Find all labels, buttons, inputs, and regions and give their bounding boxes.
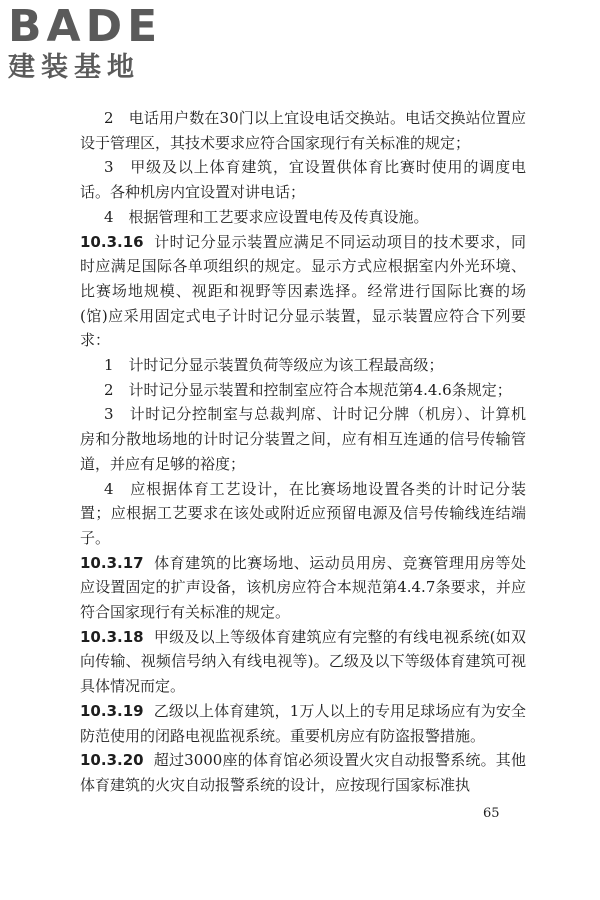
clause-paragraph — [80, 551, 526, 625]
list-item: 2 计时记分显示装置和控制室应符合本规范第4.4.6条规定； — [104, 380, 512, 399]
page-body — [80, 106, 526, 798]
clause-text: 超过3000座的体育馆必须设置火灾自动报警系统。其他体育建筑的火灾自动报警系统的设计，应按现行国家标准执 — [80, 751, 526, 794]
clause-paragraph — [80, 748, 526, 797]
clause-text: 甲级及以上等级体育建筑应有完整的有线电视系统(如双向传输、视频信号纳入有线电视等)。乙级及以下等级体育建筑可视具体情况而定。 — [80, 627, 526, 696]
site-logo — [8, 1, 178, 86]
list-item: 4 应根据体育工艺设计，在比赛场地设置各类的计时记分装置；应根据工艺要求在该处或附近应预留电源及信号传输线连结端子。 — [80, 479, 526, 547]
clause-text: 体育建筑的比赛场地、运动员用房、竞赛管理用房等处应设置固定的扩声设备，该机房应符合本规范第4.4.7条要求，并应符合国家现行有关标准的规定。 — [80, 553, 526, 622]
list-item: 2 电话用户数在30门以上宜设电话交换站。电话交换站位置应设于管理区，其技术要求应符合国家现行有关标准的规定； — [80, 109, 526, 152]
clause-number: 10.3.17 — [80, 553, 144, 572]
page-number: 65 — [483, 806, 500, 821]
clause-text: 乙级以上体育建筑，1万人以上的专用足球场应有为安全防范使用的闭路电视监视系统。重要机房应有防盗报警措施。 — [80, 701, 526, 745]
list-item: 3 甲级及以上体育建筑，宜设置供体育比赛时使用的调度电话。各种机房内宜设置对讲电话； — [80, 158, 526, 202]
list-item: 3 计时记分控制室与总裁判席、计时记分牌（机房）、计算机房和分散地场地的计时记分装置之间，应有相互连通的信号传输管道，并应有足够的裕度； — [80, 405, 526, 473]
clause-number: 10.3.20 — [80, 751, 144, 770]
logo-subtitle: 建装基地 — [8, 52, 140, 83]
clause-paragraph — [80, 699, 526, 748]
clause-paragraph — [80, 625, 526, 699]
clause-number: 10.3.19 — [80, 701, 144, 720]
clause-number: 10.3.16 — [80, 232, 144, 251]
clause-text: 计时记分显示装置应满足不同运动项目的技术要求，同时应满足国际各单项组织的规定。显示方式应根据室内外光环境、比赛场地规模、视距和视野等因素选择。经常进行国际比赛的场(馆)应采用固定式电子计时记分显示装置，显示装置应符合下列要求： — [80, 232, 526, 350]
list-item: 1 计时记分显示装置负荷等级应为该工程最高级； — [104, 356, 444, 375]
clause-paragraph — [80, 230, 526, 354]
logo-brand-text: BADE — [8, 1, 163, 52]
clause-number: 10.3.18 — [80, 627, 144, 646]
list-item: 4 根据管理和工艺要求应设置电传及传真设施。 — [104, 207, 429, 226]
